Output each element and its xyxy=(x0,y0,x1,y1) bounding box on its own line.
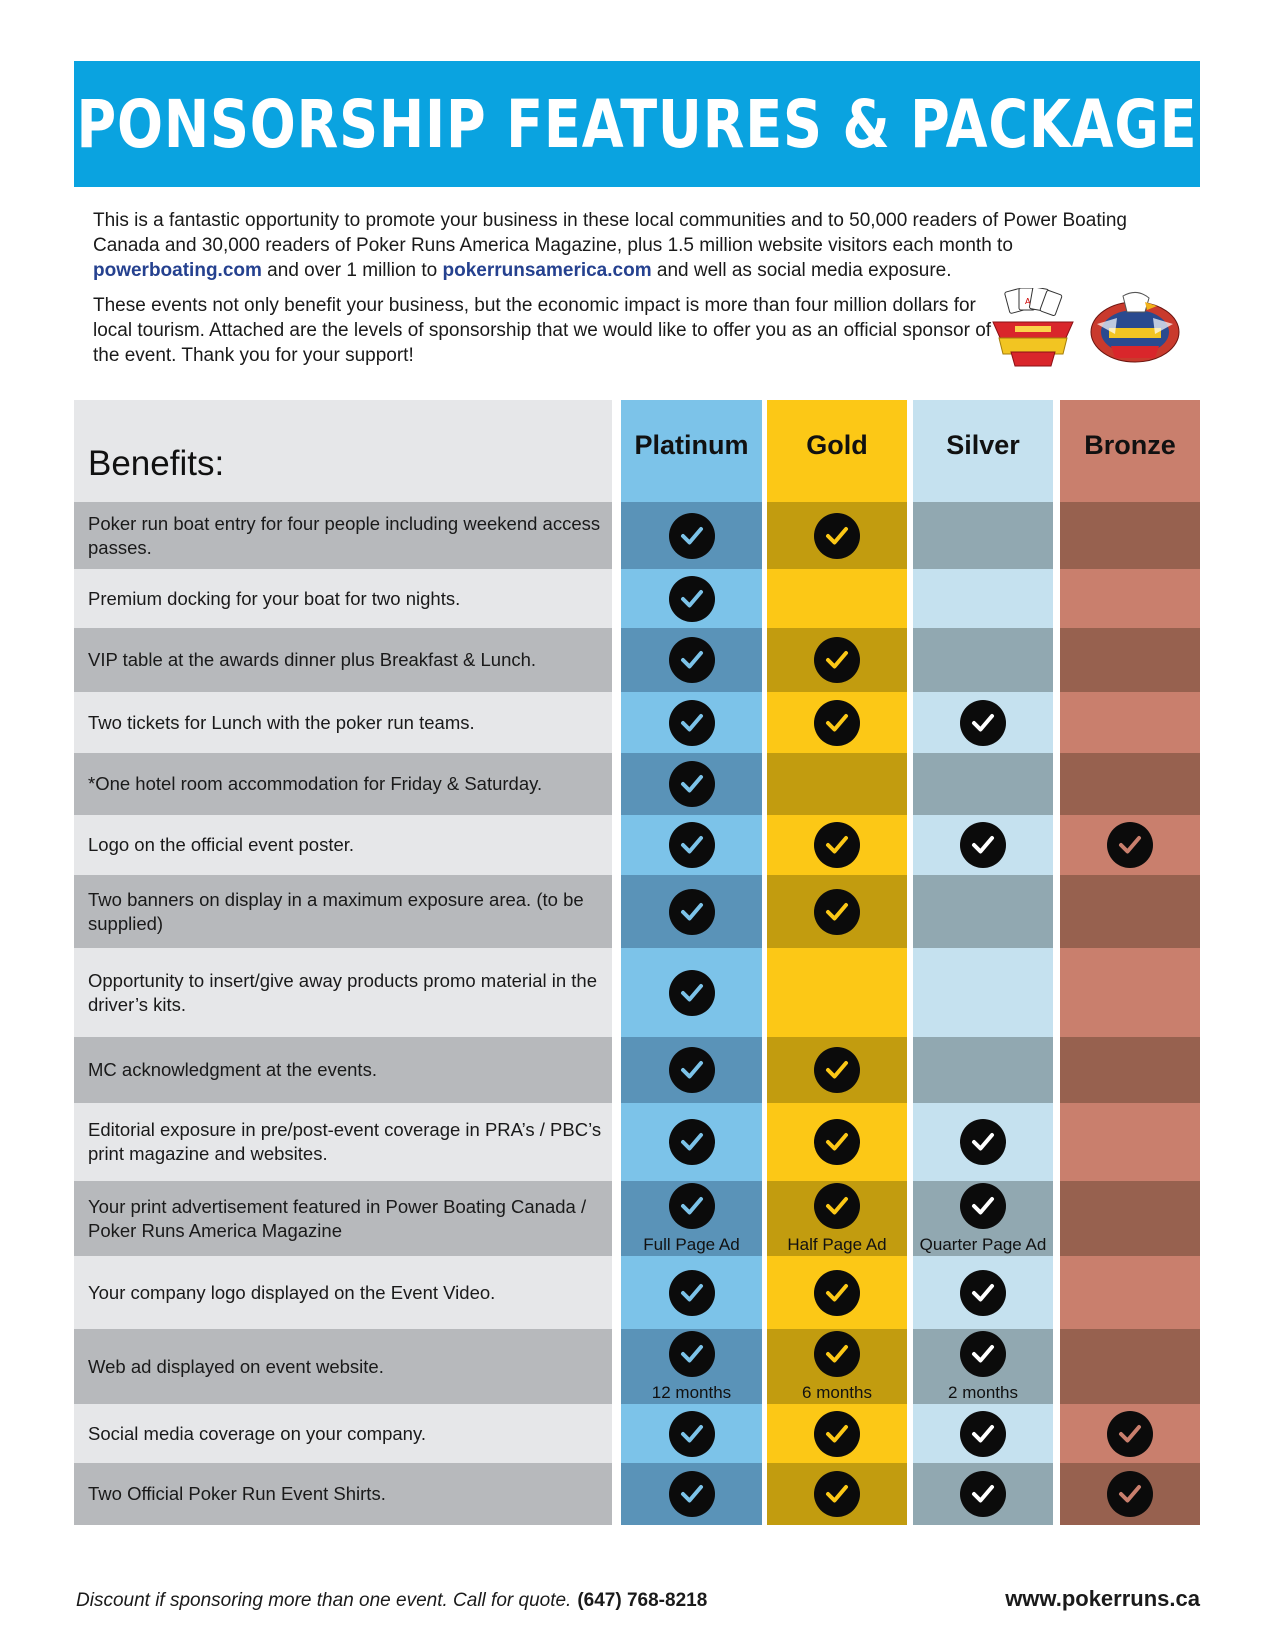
tier-cell-platinum xyxy=(621,692,762,753)
tier-cell-silver xyxy=(913,1037,1053,1103)
tier-cell-platinum xyxy=(621,1404,762,1463)
tier-cell-bronze xyxy=(1060,1256,1200,1329)
table-row xyxy=(74,948,1200,1037)
tier-header-silver xyxy=(913,400,1053,502)
tier-cell-bronze xyxy=(1060,875,1200,948)
table-row xyxy=(74,502,1200,569)
check-icon xyxy=(960,700,1006,746)
svg-text:A: A xyxy=(1025,297,1031,306)
check-icon xyxy=(814,822,860,868)
table-row xyxy=(74,753,1200,815)
tier-cell-bronze xyxy=(1060,948,1200,1037)
check-icon xyxy=(960,1331,1006,1377)
tier-header-bronze xyxy=(1060,400,1200,502)
tier-cell-platinum xyxy=(621,1103,762,1181)
tier-cell-gold xyxy=(767,692,907,753)
check-icon xyxy=(814,700,860,746)
tier-cell-bronze xyxy=(1060,1103,1200,1181)
check-icon xyxy=(814,1047,860,1093)
check-icon xyxy=(669,1471,715,1517)
check-icon xyxy=(1107,1471,1153,1517)
table-row xyxy=(74,1103,1200,1181)
tier-cell-platinum xyxy=(621,875,762,948)
tier-cell-silver xyxy=(913,815,1053,875)
check-icon xyxy=(669,1047,715,1093)
tier-cell-gold xyxy=(767,628,907,692)
tier-cell-gold xyxy=(767,1463,907,1525)
package-detail: 12 months xyxy=(651,1382,732,1402)
table-row xyxy=(74,1256,1200,1329)
poker-run-logo xyxy=(985,288,1081,370)
intro-paragraph-1 xyxy=(93,208,1173,283)
table-body xyxy=(74,502,1200,1525)
tier-label-silver: Silver xyxy=(946,430,1020,460)
website-url: www.pokerruns.ca xyxy=(1005,1586,1200,1611)
tier-cell-gold xyxy=(767,753,907,815)
tier-cell-silver xyxy=(913,1329,1053,1404)
table-row xyxy=(74,692,1200,753)
tier-cell-gold xyxy=(767,948,907,1037)
tier-cell-silver xyxy=(913,628,1053,692)
check-icon xyxy=(669,1183,715,1229)
check-icon xyxy=(960,822,1006,868)
check-icon xyxy=(669,970,715,1016)
intro-text-b: and over 1 million to xyxy=(261,260,443,281)
tier-cell-silver xyxy=(913,1404,1053,1463)
tier-cell-platinum xyxy=(621,502,762,569)
pokerrunsamerica-link[interactable]: pokerrunsamerica.com xyxy=(442,260,652,281)
tier-cell-platinum xyxy=(621,569,762,628)
tier-label-bronze: Bronze xyxy=(1084,430,1176,460)
table-header xyxy=(74,400,1200,502)
benefit-label: *One hotel room accommodation for Friday & Saturday. xyxy=(74,753,612,815)
check-icon xyxy=(814,1331,860,1377)
check-icon xyxy=(669,513,715,559)
tier-label-gold: Gold xyxy=(806,430,868,460)
benefit-label: Web ad displayed on event website. xyxy=(74,1329,612,1404)
tier-cell-silver xyxy=(913,948,1053,1037)
tier-cell-gold xyxy=(767,875,907,948)
tier-cell-silver xyxy=(913,1256,1053,1329)
benefit-label: Premium docking for your boat for two nights. xyxy=(74,569,612,628)
package-detail: 2 months xyxy=(948,1382,1018,1402)
intro-paragraph-2: These events not only benefit your business, but the economic impact is more than four million dollars for local tourism. Attached are the levels of sponsorship that we would like to offer you as an official sponsor of the event. Thank you for your support! xyxy=(93,295,992,366)
event-logos xyxy=(985,288,1195,378)
footer-note xyxy=(76,1590,707,1612)
check-icon xyxy=(814,1270,860,1316)
discount-note: Discount if sponsoring more than one event. Call for quote. xyxy=(76,1590,572,1611)
tier-cell-platinum xyxy=(621,1463,762,1525)
check-icon xyxy=(960,1471,1006,1517)
tier-cell-platinum xyxy=(621,1037,762,1103)
package-detail: Quarter Page Ad xyxy=(919,1234,1047,1254)
tier-label-platinum: Platinum xyxy=(634,430,749,460)
tier-cell-gold xyxy=(767,1037,907,1103)
tier-cell-gold xyxy=(767,1256,907,1329)
tier-cell-bronze xyxy=(1060,1329,1200,1404)
tier-cell-gold xyxy=(767,815,907,875)
check-icon xyxy=(669,700,715,746)
phone-number: (647) 768-8218 xyxy=(577,1590,708,1611)
page-title: SPONSORSHIP FEATURES & PACKAGES xyxy=(36,85,1238,163)
check-icon xyxy=(960,1119,1006,1165)
check-icon xyxy=(814,513,860,559)
check-icon xyxy=(669,761,715,807)
check-icon xyxy=(814,1183,860,1229)
benefit-label: Two banners on display in a maximum exposure area. (to be supplied) xyxy=(74,875,612,948)
check-icon xyxy=(814,1471,860,1517)
check-icon xyxy=(814,889,860,935)
tier-cell-silver xyxy=(913,753,1053,815)
tier-cell-gold xyxy=(767,1103,907,1181)
tier-cell-silver xyxy=(913,1103,1053,1181)
package-detail: Full Page Ad xyxy=(643,1234,740,1254)
intro-text-a: This is a fantastic opportunity to promote your business in these local communities and to 50,000 readers of Power Boating Canada and 30,000 readers of Poker Runs America Magazine, plus 1.5 million website visitors each month to xyxy=(93,210,1127,256)
benefit-label: Opportunity to insert/give away products promo material in the driver’s kits. xyxy=(74,948,612,1037)
benefits-title: Benefits: xyxy=(88,444,225,483)
intro-text-c: and well as social media exposure. xyxy=(651,260,952,281)
benefit-label: Editorial exposure in pre/post-event coverage in PRA’s / PBC’s print magazine and websites. xyxy=(74,1103,612,1181)
table-row xyxy=(74,875,1200,948)
package-detail: 6 months xyxy=(802,1382,872,1402)
tier-cell-platinum xyxy=(621,948,762,1037)
check-icon xyxy=(1107,1411,1153,1457)
benefit-label: MC acknowledgment at the events. xyxy=(74,1037,612,1103)
tier-cell-gold xyxy=(767,569,907,628)
check-icon xyxy=(669,822,715,868)
check-icon xyxy=(1107,822,1153,868)
tier-cell-platinum xyxy=(621,628,762,692)
check-icon xyxy=(960,1270,1006,1316)
tier-cell-platinum xyxy=(621,815,762,875)
table-row xyxy=(74,569,1200,628)
benefit-label: Social media coverage on your company. xyxy=(74,1404,612,1463)
tier-cell-bronze xyxy=(1060,815,1200,875)
tier-cell-silver xyxy=(913,569,1053,628)
tier-cell-platinum xyxy=(621,1329,762,1404)
table-row xyxy=(74,1181,1200,1256)
tier-cell-silver xyxy=(913,875,1053,948)
tier-cell-bronze xyxy=(1060,502,1200,569)
benefit-label: VIP table at the awards dinner plus Breakfast & Lunch. xyxy=(74,628,612,692)
tier-cell-gold xyxy=(767,1181,907,1256)
check-icon xyxy=(669,1119,715,1165)
table-row xyxy=(74,1329,1200,1404)
check-icon xyxy=(814,637,860,683)
table-row xyxy=(74,1037,1200,1103)
check-icon xyxy=(669,889,715,935)
tier-cell-gold xyxy=(767,1329,907,1404)
tier-cell-bronze xyxy=(1060,1404,1200,1463)
tier-cell-gold xyxy=(767,502,907,569)
check-icon xyxy=(669,1270,715,1316)
tier-cell-silver xyxy=(913,1181,1053,1256)
benefit-label: Poker run boat entry for four people including weekend access passes. xyxy=(74,502,612,569)
check-icon xyxy=(960,1411,1006,1457)
check-icon xyxy=(814,1119,860,1165)
benefit-label: Logo on the official event poster. xyxy=(74,815,612,875)
benefit-label: Your print advertisement featured in Power Boating Canada / Poker Runs America Magazine xyxy=(74,1181,612,1256)
tier-cell-bronze xyxy=(1060,1037,1200,1103)
tier-cell-bronze xyxy=(1060,1181,1200,1256)
check-icon xyxy=(669,637,715,683)
tier-cell-bronze xyxy=(1060,1463,1200,1525)
tier-cell-platinum xyxy=(621,753,762,815)
title-banner xyxy=(36,61,1238,187)
tier-header-gold xyxy=(767,400,907,502)
eagle-poker-run-logo xyxy=(1087,288,1183,370)
tier-cell-silver xyxy=(913,692,1053,753)
tier-header-platinum xyxy=(621,400,762,502)
tier-cell-gold xyxy=(767,1404,907,1463)
tier-cell-silver xyxy=(913,502,1053,569)
tier-cell-bronze xyxy=(1060,569,1200,628)
benefit-label: Your company logo displayed on the Event Video. xyxy=(74,1256,612,1329)
table-row xyxy=(74,1463,1200,1525)
benefit-label: Two Official Poker Run Event Shirts. xyxy=(74,1463,612,1525)
check-icon xyxy=(669,576,715,622)
check-icon xyxy=(669,1331,715,1377)
benefits-header-cell xyxy=(74,400,612,502)
table-row xyxy=(74,815,1200,875)
check-icon xyxy=(960,1183,1006,1229)
tier-cell-platinum xyxy=(621,1181,762,1256)
tier-cell-bronze xyxy=(1060,628,1200,692)
sponsorship-table xyxy=(74,400,1200,1525)
check-icon xyxy=(814,1411,860,1457)
tier-cell-bronze xyxy=(1060,753,1200,815)
package-detail: Half Page Ad xyxy=(787,1234,887,1254)
tier-cell-silver xyxy=(913,1463,1053,1525)
benefit-label: Two tickets for Lunch with the poker run teams. xyxy=(74,692,612,753)
check-icon xyxy=(669,1411,715,1457)
tier-cell-platinum xyxy=(621,1256,762,1329)
powerboating-link[interactable]: powerboating.com xyxy=(93,260,262,281)
table-row xyxy=(74,1404,1200,1463)
tier-cell-bronze xyxy=(1060,692,1200,753)
table-row xyxy=(74,628,1200,692)
